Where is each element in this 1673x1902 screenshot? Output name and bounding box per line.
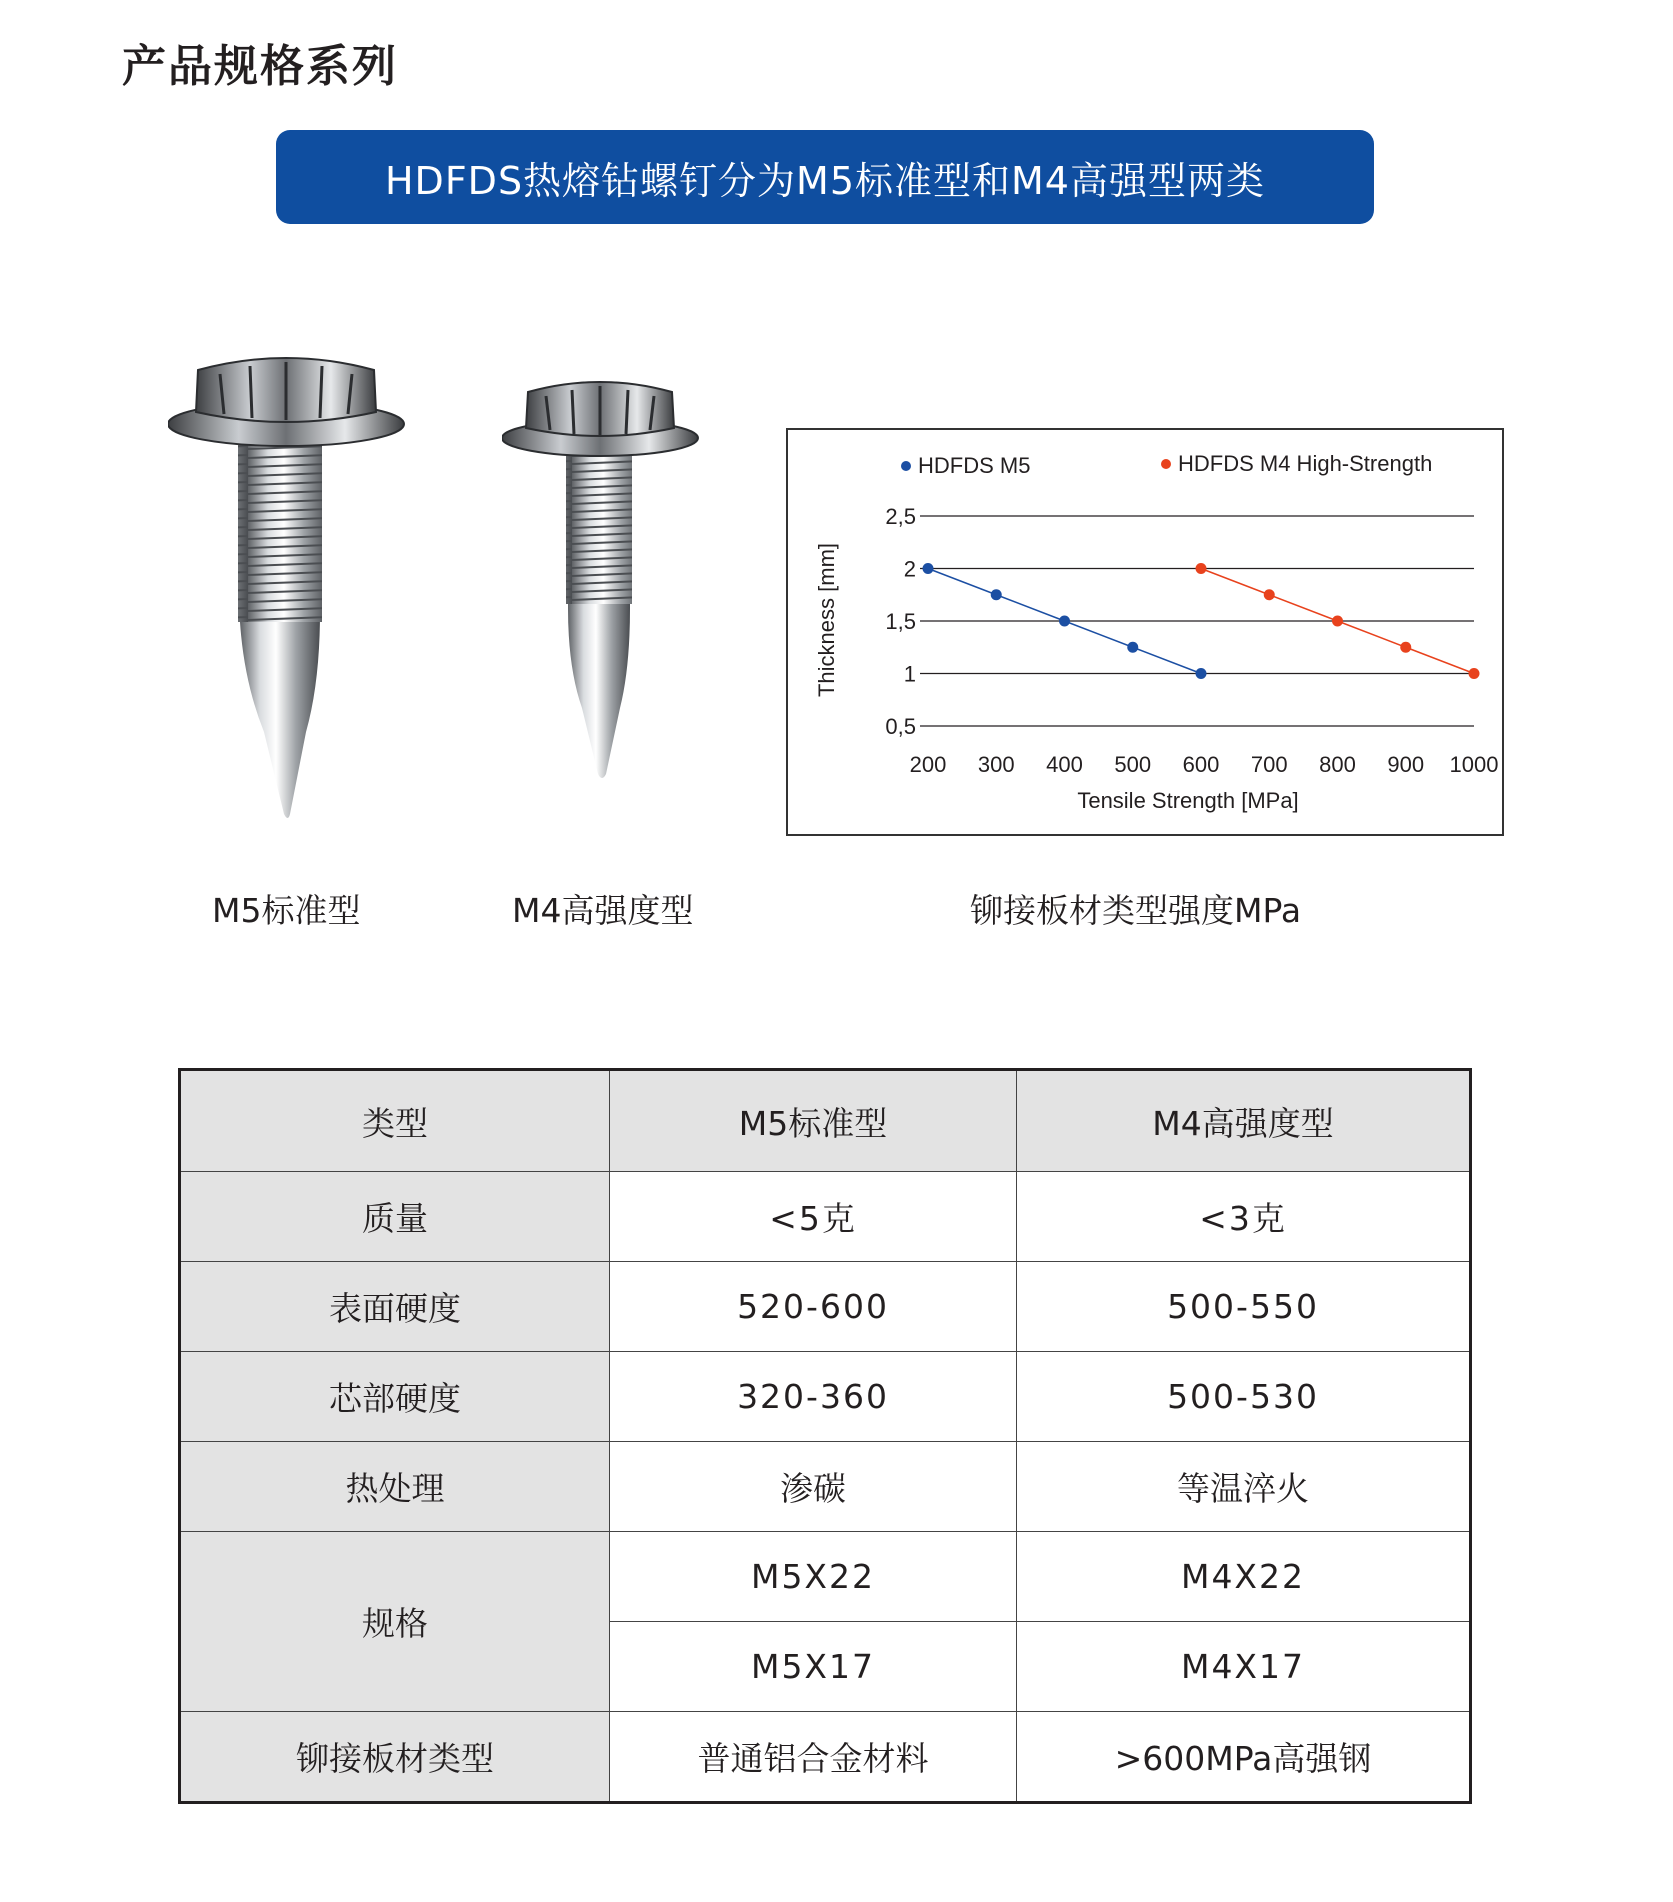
gridlines xyxy=(920,516,1474,726)
x-tick-label: 500 xyxy=(1114,752,1152,777)
data-point xyxy=(1400,642,1411,653)
table-row xyxy=(180,1262,1471,1352)
table-row xyxy=(180,1352,1471,1442)
m5-screw-image xyxy=(168,352,408,822)
row-label-spec: 规格 xyxy=(180,1532,610,1712)
y-axis-label: Thickness [mm] xyxy=(814,542,839,698)
table-row xyxy=(180,1172,1471,1262)
m4-caption: M4高强度型 xyxy=(512,891,694,930)
x-tick-label: 300 xyxy=(977,752,1015,777)
cell-m4-weight: <3克 xyxy=(1017,1172,1471,1262)
row-label-core-hardness: 芯部硬度 xyxy=(180,1352,610,1442)
cell-m4-spec-22: M4X22 xyxy=(1017,1532,1471,1622)
cell-m4-spec-17: M4X17 xyxy=(1017,1622,1471,1712)
series-banner xyxy=(276,130,1374,224)
ticks-layer xyxy=(885,504,1498,777)
x-tick-label: 400 xyxy=(1046,752,1083,777)
row-label-surface-hardness: 表面硬度 xyxy=(180,1262,610,1352)
m5-caption: M5标准型 xyxy=(212,891,361,930)
data-point xyxy=(991,589,1002,600)
data-point xyxy=(1196,563,1207,574)
data-point xyxy=(1264,589,1275,600)
cell-m5-core-hardness: 320-360 xyxy=(610,1352,1017,1442)
row-label-material: 铆接板材类型 xyxy=(180,1712,610,1803)
header-type: 类型 xyxy=(180,1070,610,1172)
data-point xyxy=(1332,616,1343,627)
x-tick-label: 700 xyxy=(1250,752,1288,777)
data-point xyxy=(1196,668,1207,679)
banner-text: HDFDS热熔钻螺钉分为M5标准型和M4高强型两类 xyxy=(384,158,1265,203)
cell-m5-weight: <5克 xyxy=(610,1172,1017,1262)
y-tick-label: 1 xyxy=(903,661,916,687)
cell-m5-spec-22: M5X22 xyxy=(610,1532,1017,1622)
x-tick-label: 900 xyxy=(1387,752,1425,777)
data-point xyxy=(1059,616,1070,627)
cell-m5-surface-hardness: 520-600 xyxy=(610,1262,1017,1352)
cell-m4-surface-hardness: 500-550 xyxy=(1017,1262,1471,1352)
table-header-row xyxy=(180,1070,1471,1172)
chart-svg xyxy=(788,430,1502,834)
m4-screw-image xyxy=(502,378,708,788)
table-row xyxy=(180,1532,1471,1622)
x-tick-label: 600 xyxy=(1182,752,1220,777)
legend-m4-marker xyxy=(1161,459,1171,469)
cell-m5-material: 普通铝合金材料 xyxy=(610,1712,1017,1803)
specs-table xyxy=(178,1068,1472,1804)
legend-m5-marker xyxy=(901,461,911,471)
header-m5: M5标准型 xyxy=(610,1070,1017,1172)
cell-m4-material: >600MPa高强钢 xyxy=(1017,1712,1471,1803)
legend-m5-label: HDFDS M5 xyxy=(918,453,1031,478)
legend-m4-label: HDFDS M4 High-Strength xyxy=(1178,451,1433,476)
y-tick-label: 2 xyxy=(903,556,916,582)
x-tick-label: 1000 xyxy=(1449,752,1499,777)
cell-m4-core-hardness: 500-530 xyxy=(1017,1352,1471,1442)
page-title: 产品规格系列 xyxy=(122,41,398,92)
data-point xyxy=(1127,642,1138,653)
header-m4: M4高强度型 xyxy=(1017,1070,1471,1172)
y-tick-label: 1,5 xyxy=(885,609,916,634)
x-tick-label: 200 xyxy=(909,752,947,777)
y-tick-label: 0,5 xyxy=(885,714,916,739)
x-tick-label: 800 xyxy=(1319,752,1356,777)
row-label-weight: 质量 xyxy=(180,1172,610,1262)
strength-chart xyxy=(786,428,1504,836)
cell-m5-spec-17: M5X17 xyxy=(610,1622,1017,1712)
data-point xyxy=(923,563,934,574)
table-row xyxy=(180,1442,1471,1532)
data-point xyxy=(1469,668,1480,679)
cell-m4-heat-treatment: 等温淬火 xyxy=(1017,1442,1471,1532)
cell-m5-heat-treatment: 渗碳 xyxy=(610,1442,1017,1532)
chart-caption: 铆接板材类型强度MPa xyxy=(970,891,1302,930)
y-tick-label: 2,5 xyxy=(885,504,916,529)
x-axis-label: Tensile Strength [MPa] xyxy=(1077,788,1299,813)
row-label-heat-treatment: 热处理 xyxy=(180,1442,610,1532)
table-row xyxy=(180,1712,1471,1803)
